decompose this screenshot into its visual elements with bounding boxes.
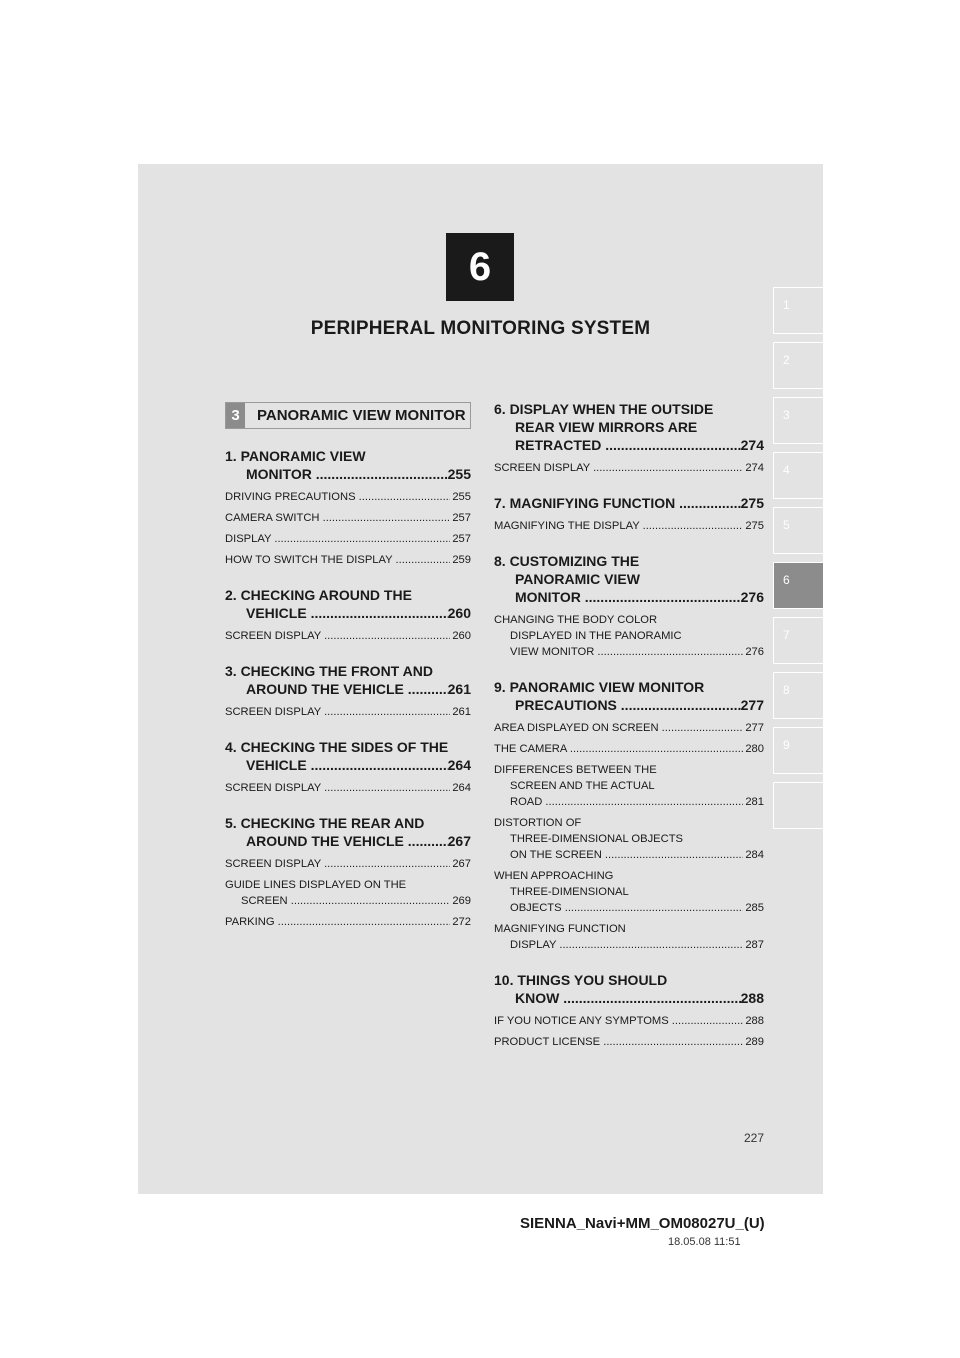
toc-subentry-row <box>494 645 764 660</box>
toc-subentry[interactable] <box>494 721 764 736</box>
toc-subentry-text: CAMERA SWITCH ..... <box>225 511 450 526</box>
toc-entry-page: 276 <box>740 589 764 605</box>
chapter-tab-2[interactable]: 2 <box>773 342 823 389</box>
toc-entry-heading-text: KNOW ..... <box>515 989 741 1007</box>
toc-subentry-text: ROAD ..... <box>510 795 743 810</box>
toc-subentry-row <box>494 519 764 534</box>
toc-entry-heading-line: 6. DISPLAY WHEN THE OUTSIDE <box>494 401 714 417</box>
toc-subentry-row <box>494 938 764 953</box>
toc-entry-heading-line: 3. CHECKING THE FRONT AND <box>225 663 433 679</box>
toc-subentry[interactable] <box>494 763 764 810</box>
toc-subentry-page: 257 <box>452 533 471 545</box>
toc-subentry-row <box>225 490 471 505</box>
toc-subentry-text: IF YOU NOTICE ANY SYMPTOMS ..... <box>494 1014 743 1029</box>
chapter-number-box: 6 <box>446 233 514 301</box>
footer-timestamp: 18.05.08 11:51 <box>668 1236 741 1248</box>
toc-entry-heading-text: AROUND THE VEHICLE ..... <box>246 680 448 698</box>
chapter-title: PERIPHERAL MONITORING SYSTEM <box>310 318 651 339</box>
toc-subentries <box>494 721 764 953</box>
toc-entry-heading-link[interactable] <box>494 696 764 714</box>
toc-subentries <box>494 613 764 660</box>
toc-subentry-text: OBJECTS ..... <box>510 901 743 916</box>
section-number-badge: 3 <box>226 403 245 428</box>
toc-subentry-text: SCREEN ..... <box>241 894 450 909</box>
toc-entry-heading-text: RETRACTED ..... <box>515 436 741 454</box>
toc-subentry[interactable] <box>225 915 471 930</box>
toc-entry-heading-link[interactable] <box>494 494 764 512</box>
toc-subentry-page: 274 <box>745 462 764 474</box>
toc-subentry-page: 272 <box>452 916 471 928</box>
toc-entry-heading-text: PRECAUTIONS ..... <box>515 696 741 714</box>
toc-entry-heading-link[interactable] <box>494 436 764 454</box>
toc-subentry-row <box>494 1014 764 1029</box>
chapter-tab-9[interactable]: 9 <box>773 727 823 774</box>
toc-subentry-text: SCREEN DISPLAY ..... <box>225 857 450 872</box>
toc-entry-heading-line: 9. PANORAMIC VIEW MONITOR <box>494 679 705 695</box>
toc-entry-page: 274 <box>740 437 764 453</box>
toc-subentry-line: DISPLAYED IN THE PANORAMIC <box>510 630 682 642</box>
toc-entry <box>225 447 471 568</box>
toc-entry-heading-link[interactable] <box>225 465 471 483</box>
toc-subentry[interactable] <box>494 742 764 757</box>
toc-subentry[interactable] <box>225 857 471 872</box>
toc-subentry-page: 264 <box>452 782 471 794</box>
toc-subentries <box>225 857 471 930</box>
toc-entry-heading-line: 8. CUSTOMIZING THE <box>494 553 640 569</box>
toc-subentry-line: THREE-DIMENSIONAL <box>510 886 629 898</box>
toc-entry <box>494 494 764 534</box>
toc-subentry-line: DIFFERENCES BETWEEN THE <box>494 764 657 776</box>
toc-subentry-page: 288 <box>745 1015 764 1027</box>
section-title: PANORAMIC VIEW MONITOR <box>257 407 466 424</box>
toc-entry <box>225 814 471 930</box>
toc-subentry-text: SCREEN DISPLAY ..... <box>225 705 450 720</box>
toc-subentry[interactable] <box>225 781 471 796</box>
toc-entry-heading-text: AROUND THE VEHICLE ..... <box>246 832 448 850</box>
toc-subentry[interactable] <box>225 705 471 720</box>
toc-subentries <box>225 629 471 644</box>
chapter-tab-4[interactable]: 4 <box>773 452 823 499</box>
toc-subentry-text: PRODUCT LICENSE ..... <box>494 1035 743 1050</box>
toc-subentry-text: DISPLAY ..... <box>225 532 450 547</box>
toc-entry <box>225 586 471 644</box>
toc-entry-heading-text: MONITOR ..... <box>515 588 741 606</box>
toc-subentry-row <box>225 781 471 796</box>
chapter-tab-blank[interactable] <box>773 782 823 829</box>
toc-subentry-page: 275 <box>745 520 764 532</box>
toc-subentry-row <box>494 795 764 810</box>
toc-subentry[interactable] <box>225 490 471 505</box>
toc-subentry-text: ON THE SCREEN ..... <box>510 848 743 863</box>
toc-subentry-page: 276 <box>745 646 764 658</box>
toc-entry <box>494 971 764 1050</box>
toc-subentry-text: SCREEN DISPLAY ..... <box>225 781 450 796</box>
toc-subentry-page: 269 <box>452 895 471 907</box>
chapter-tab-7[interactable]: 7 <box>773 617 823 664</box>
toc-entry-heading-link[interactable] <box>494 989 764 1007</box>
chapter-tab-1[interactable]: 1 <box>773 287 823 334</box>
toc-subentry-line: GUIDE LINES DISPLAYED ON THE <box>225 879 407 891</box>
toc-subentry-text: DRIVING PRECAUTIONS ..... <box>225 490 450 505</box>
toc-entry-heading-link[interactable] <box>225 604 471 622</box>
toc-subentry[interactable] <box>225 553 471 568</box>
toc-subentries <box>225 705 471 720</box>
toc-entry <box>225 738 471 796</box>
toc-entry-heading-line: REAR VIEW MIRRORS ARE <box>515 419 698 435</box>
toc-subentry-row <box>494 848 764 863</box>
toc-entry-page: 261 <box>447 681 471 697</box>
toc-subentry-page: 261 <box>452 706 471 718</box>
toc-subentry-page: 287 <box>745 939 764 951</box>
toc-column-left <box>225 447 471 948</box>
toc-subentry-line: WHEN APPROACHING <box>494 870 614 882</box>
toc-subentry-row <box>225 705 471 720</box>
toc-entry-heading-line: 5. CHECKING THE REAR AND <box>225 815 425 831</box>
toc-subentry-text: VIEW MONITOR ..... <box>510 645 743 660</box>
toc-entry-heading-text: 7. MAGNIFYING FUNCTION ..... <box>494 494 741 512</box>
chapter-tab-8[interactable]: 8 <box>773 672 823 719</box>
toc-subentry-text: HOW TO SWITCH THE DISPLAY ..... <box>225 553 450 568</box>
toc-subentry[interactable] <box>225 532 471 547</box>
toc-subentry[interactable] <box>494 922 764 953</box>
toc-entry-heading-text: VEHICLE ..... <box>246 604 448 622</box>
toc-subentry-page: 281 <box>745 796 764 808</box>
toc-entry <box>494 400 764 476</box>
toc-subentry-row <box>225 915 471 930</box>
toc-subentry-text: SCREEN DISPLAY ..... <box>225 629 450 644</box>
toc-entry <box>225 662 471 720</box>
toc-subentries <box>494 461 764 476</box>
toc-subentry-line: DISTORTION OF <box>494 817 582 829</box>
toc-subentry-row <box>225 894 471 909</box>
toc-subentry-page: 259 <box>452 554 471 566</box>
toc-subentry-row <box>494 901 764 916</box>
toc-subentry-row <box>494 721 764 736</box>
toc-subentry-row <box>494 1035 764 1050</box>
toc-entry <box>494 678 764 953</box>
toc-subentry[interactable] <box>225 878 471 909</box>
toc-entry-page: 277 <box>740 697 764 713</box>
toc-subentry[interactable] <box>494 1035 764 1050</box>
toc-subentry[interactable] <box>494 1014 764 1029</box>
chapter-tab-6[interactable]: 6 <box>773 562 823 609</box>
toc-entry-page: 255 <box>447 466 471 482</box>
toc-subentry-page: 285 <box>745 902 764 914</box>
toc-entry-heading-line: 4. CHECKING THE SIDES OF THE <box>225 739 449 755</box>
toc-entry-page: 275 <box>740 495 764 511</box>
toc-entry <box>494 552 764 660</box>
toc-column-right <box>494 400 764 1068</box>
toc-subentry-text: AREA DISPLAYED ON SCREEN ..... <box>494 721 743 736</box>
toc-subentry-page: 257 <box>452 512 471 524</box>
page-number: 227 <box>744 1131 765 1145</box>
toc-subentry[interactable] <box>494 869 764 916</box>
toc-entry-heading-line: 2. CHECKING AROUND THE <box>225 587 412 603</box>
toc-subentry-text: SCREEN DISPLAY ..... <box>494 461 743 476</box>
toc-subentry-row <box>225 532 471 547</box>
toc-subentry-page: 260 <box>452 630 471 642</box>
toc-entry-heading-link[interactable] <box>225 680 471 698</box>
toc-subentry-page: 284 <box>745 849 764 861</box>
toc-subentry-page: 255 <box>452 491 471 503</box>
toc-entry-heading-text: MONITOR ..... <box>246 465 448 483</box>
chapter-tab-5[interactable]: 5 <box>773 507 823 554</box>
toc-subentries <box>494 1014 764 1050</box>
toc-subentry-page: 267 <box>452 858 471 870</box>
toc-subentry-row <box>225 857 471 872</box>
toc-subentry-row <box>225 629 471 644</box>
toc-entry-heading-link[interactable] <box>225 832 471 850</box>
toc-subentry-line: CHANGING THE BODY COLOR <box>494 614 658 626</box>
toc-subentry-page: 277 <box>745 722 764 734</box>
toc-subentry-text: DISPLAY ..... <box>510 938 743 953</box>
toc-subentries <box>225 490 471 568</box>
section-header <box>225 402 471 429</box>
toc-entry-heading-link[interactable] <box>494 588 764 606</box>
toc-entry-page: 264 <box>447 757 471 773</box>
toc-entry-heading-line: PANORAMIC VIEW <box>515 571 640 587</box>
toc-entry-heading-text: VEHICLE ..... <box>246 756 448 774</box>
toc-subentry-row <box>225 511 471 526</box>
toc-entry-heading-line: 10. THINGS YOU SHOULD <box>494 972 668 988</box>
toc-subentries <box>494 519 764 534</box>
toc-entry-page: 288 <box>740 990 764 1006</box>
toc-subentry[interactable] <box>225 511 471 526</box>
toc-subentry-line: SCREEN AND THE ACTUAL <box>510 780 655 792</box>
toc-entry-heading-line: 1. PANORAMIC VIEW <box>225 448 366 464</box>
toc-entry-page: 260 <box>447 605 471 621</box>
toc-entry-heading-link[interactable] <box>225 756 471 774</box>
toc-subentry-line: THREE-DIMENSIONAL OBJECTS <box>510 833 684 845</box>
toc-subentry-text: PARKING ..... <box>225 915 450 930</box>
toc-subentry-text: MAGNIFYING THE DISPLAY ..... <box>494 519 743 534</box>
footer-model-code: SIENNA_Navi+MM_OM08027U_(U) <box>520 1215 765 1232</box>
toc-subentry[interactable] <box>225 629 471 644</box>
toc-subentry[interactable] <box>494 519 764 534</box>
toc-subentry-page: 289 <box>745 1036 764 1048</box>
toc-subentry-row <box>494 461 764 476</box>
toc-subentry-row <box>494 742 764 757</box>
toc-subentry-page: 280 <box>745 743 764 755</box>
toc-subentry[interactable] <box>494 816 764 863</box>
toc-subentry-row <box>225 553 471 568</box>
toc-subentry[interactable] <box>494 613 764 660</box>
chapter-tab-3[interactable]: 3 <box>773 397 823 444</box>
toc-subentry-text: THE CAMERA ..... <box>494 742 743 757</box>
toc-subentry-line: MAGNIFYING FUNCTION <box>494 923 626 935</box>
toc-subentries <box>225 781 471 796</box>
toc-entry-page: 267 <box>447 833 471 849</box>
toc-subentry[interactable] <box>494 461 764 476</box>
